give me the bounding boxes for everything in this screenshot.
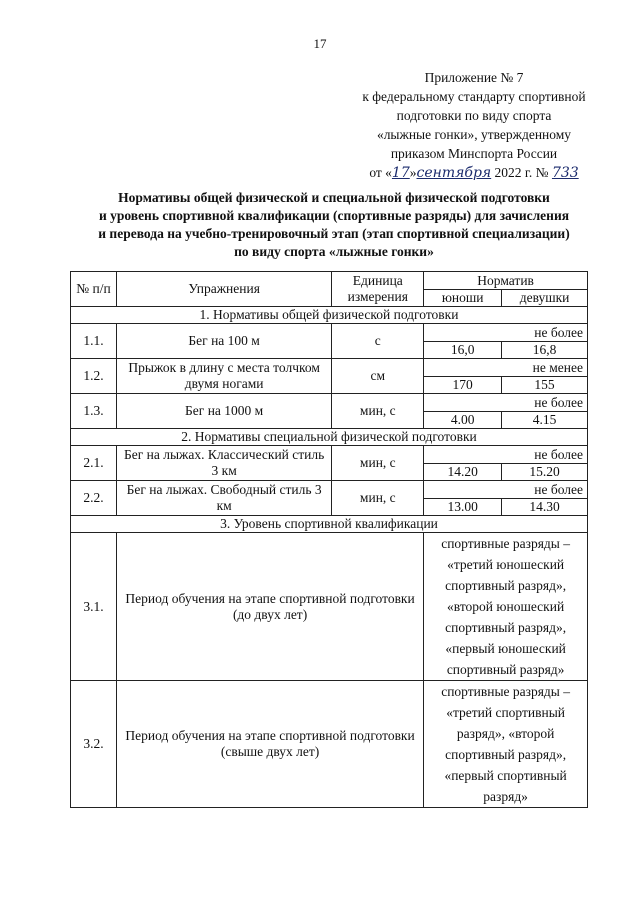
row-girls-value: 16,8 bbox=[502, 342, 588, 359]
row-unit: мин, с bbox=[332, 446, 424, 481]
date-mid: » bbox=[409, 165, 417, 180]
row-exercise: Бег на лыжах. Свободный стиль 3 км bbox=[116, 481, 331, 516]
section-header bbox=[71, 307, 588, 324]
row-boys-value: 170 bbox=[424, 377, 502, 394]
row-girls-value: 155 bbox=[502, 377, 588, 394]
row-unit: мин, с bbox=[332, 394, 424, 429]
row-condition: не менее bbox=[424, 359, 588, 377]
row-girls-value: 15.20 bbox=[502, 464, 588, 481]
order-date-line bbox=[340, 163, 608, 183]
section-header bbox=[71, 429, 588, 446]
row-num: 2.2. bbox=[71, 481, 117, 516]
row-num: 1.2. bbox=[71, 359, 117, 394]
row-girls-value: 14.30 bbox=[502, 499, 588, 516]
table-row bbox=[71, 533, 588, 681]
row-exercise: Период обучения на этапе спортивной подготовки (свыше двух лет) bbox=[116, 681, 423, 808]
section-header bbox=[71, 516, 588, 533]
row-qualification: спортивные разряды – «третий юношеский спортивный разряд», «второй юношеский спортивный разряд», «первый юношеский спортивный разряд» bbox=[424, 533, 588, 681]
date-day-handwritten: 17 bbox=[391, 165, 410, 181]
norms-table bbox=[70, 271, 588, 808]
date-month-handwritten: сентября bbox=[416, 165, 492, 181]
title-line: и уровень спортивной квалификации (спортивные разряды) для зачисления bbox=[98, 208, 570, 223]
row-exercise: Прыжок в длину с места толчком двумя ногами bbox=[116, 359, 331, 394]
table-row bbox=[71, 324, 588, 342]
appendix-block bbox=[340, 68, 608, 183]
table-row bbox=[71, 681, 588, 808]
date-year: 2022 г. № bbox=[494, 165, 549, 180]
row-boys-value: 13.00 bbox=[424, 499, 502, 516]
header-num: № п/п bbox=[71, 272, 117, 307]
row-num: 3.2. bbox=[71, 681, 117, 808]
header-norm: Норматив bbox=[424, 272, 588, 290]
section-title: 2. Нормативы специальной физической подготовки bbox=[71, 429, 588, 446]
row-qualification: спортивные разряды – «третий спортивный разряд», «второй спортивный разряд», «первый спортивный разряд» bbox=[424, 681, 588, 808]
row-boys-value: 14.20 bbox=[424, 464, 502, 481]
row-unit: см bbox=[332, 359, 424, 394]
header-unit: Единица измерения bbox=[332, 272, 424, 307]
table-row bbox=[71, 359, 588, 377]
appendix-line: приказом Минспорта России bbox=[390, 146, 558, 161]
row-num: 2.1. bbox=[71, 446, 117, 481]
header-exercise: Упражнения bbox=[116, 272, 331, 307]
row-condition: не более bbox=[424, 446, 588, 464]
row-exercise: Бег на лыжах. Классический стиль 3 км bbox=[116, 446, 331, 481]
row-exercise: Бег на 1000 м bbox=[116, 394, 331, 429]
row-num: 1.1. bbox=[71, 324, 117, 359]
row-boys-value: 16,0 bbox=[424, 342, 502, 359]
document-title bbox=[64, 189, 604, 261]
title-line: по виду спорта «лыжные гонки» bbox=[234, 244, 434, 259]
order-number-handwritten: 733 bbox=[551, 165, 579, 181]
header-girls: девушки bbox=[502, 290, 588, 307]
row-girls-value: 4.15 bbox=[502, 412, 588, 429]
row-boys-value: 4.00 bbox=[424, 412, 502, 429]
table-row bbox=[71, 446, 588, 464]
section-title: 3. Уровень спортивной квалификации bbox=[71, 516, 588, 533]
date-prefix: от « bbox=[369, 165, 392, 180]
title-line: Нормативы общей физической и специальной физической подготовки bbox=[118, 190, 550, 205]
appendix-line: подготовки по виду спорта bbox=[396, 108, 552, 123]
table-row bbox=[71, 394, 588, 412]
row-exercise: Период обучения на этапе спортивной подготовки (до двух лет) bbox=[116, 533, 423, 681]
row-unit: мин, с bbox=[332, 481, 424, 516]
header-boys: юноши bbox=[424, 290, 502, 307]
table-row bbox=[71, 481, 588, 499]
row-condition: не более bbox=[424, 394, 588, 412]
row-num: 3.1. bbox=[71, 533, 117, 681]
header-row bbox=[71, 272, 588, 290]
row-num: 1.3. bbox=[71, 394, 117, 429]
row-condition: не более bbox=[424, 324, 588, 342]
section-title: 1. Нормативы общей физической подготовки bbox=[71, 307, 588, 324]
appendix-line: «лыжные гонки», утвержденному bbox=[376, 127, 572, 142]
row-exercise: Бег на 100 м bbox=[116, 324, 331, 359]
page-number: 17 bbox=[313, 36, 327, 51]
title-line: и перевода на учебно-тренировочный этап (этап спортивной специализации) bbox=[98, 226, 570, 241]
row-unit: с bbox=[332, 324, 424, 359]
row-condition: не более bbox=[424, 481, 588, 499]
appendix-line: к федеральному стандарту спортивной bbox=[362, 89, 586, 104]
appendix-line: Приложение № 7 bbox=[424, 70, 524, 85]
